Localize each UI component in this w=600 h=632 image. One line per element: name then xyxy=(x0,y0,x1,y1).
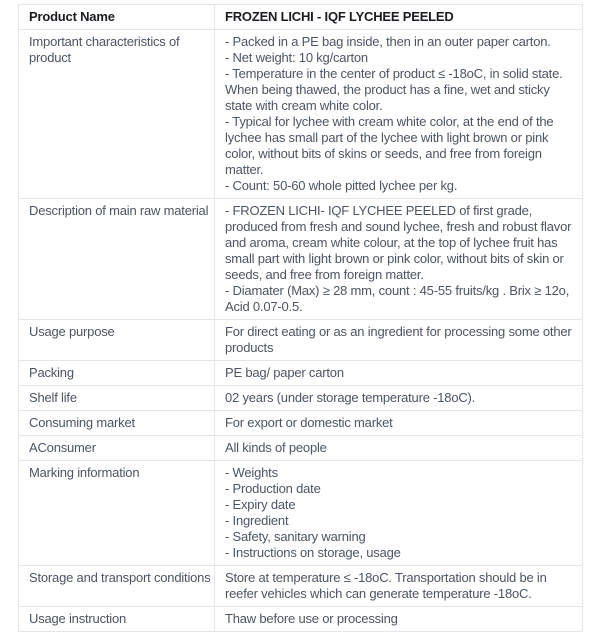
value-line: - Expiry date xyxy=(225,497,296,512)
value-line: For export or domestic market xyxy=(225,415,393,430)
value-line: Thaw before use or processing xyxy=(225,611,398,626)
row-label: Important characteristics of product xyxy=(19,30,215,199)
row-value xyxy=(215,411,583,436)
row-label: Consuming market xyxy=(19,411,215,436)
row-label: Shelf life xyxy=(19,386,215,411)
value-line: - Packed in a PE bag inside, then in an outer paper carton. xyxy=(225,34,551,49)
row-value xyxy=(215,361,583,386)
value-line: - Typical for lychee with cream white color, at the end of the lychee has small part of the lychee with light brown or pink color, without bits of skins or seeds, and free from foreign matter. xyxy=(225,114,554,177)
value-line: - Ingredient xyxy=(225,513,289,528)
value-line: - Temperature in the center of product ≤ -18oC, in solid state. When being thawed, the product has a fine, wet and sticky state with cream white color. xyxy=(225,66,563,113)
table-row-usage-purpose xyxy=(19,320,583,361)
row-label: AConsumer xyxy=(19,436,215,461)
row-label: Marking information xyxy=(19,461,215,566)
header-label: Product Name xyxy=(19,5,215,30)
value-line: 02 years (under storage temperature -18oC). xyxy=(225,390,476,405)
value-line: Store at temperature ≤ -18oC. Transportation should be in reefer vehicles which can generate temperature -18oC. xyxy=(225,570,547,601)
value-line: - FROZEN LICHI- IQF LYCHEE PEELED of first grade, produced from fresh and sound lychee, fresh and robust flavor and aroma, cream white colour, at the top of lychee fruit has small part with light brown or pink color, without bits of skin or seeds, and free from foreign matter. xyxy=(225,203,572,282)
value-line: PE bag/ paper carton xyxy=(225,365,344,380)
row-label: Usage instruction xyxy=(19,607,215,632)
value-line: - Net weight: 10 kg/carton xyxy=(225,50,368,65)
value-line: - Diamater (Max) ≥ 28 mm, count : 45-55 fruits/kg . Brix ≥ 12o, Acid 0.07-0.5. xyxy=(225,283,570,314)
row-label: Description of main raw material xyxy=(19,199,215,320)
row-value xyxy=(215,436,583,461)
row-value xyxy=(215,30,583,199)
row-label: Packing xyxy=(19,361,215,386)
value-line: All kinds of people xyxy=(225,440,327,455)
product-name-title: FROZEN LICHI - IQF LYCHEE PEELED xyxy=(215,5,583,30)
row-value xyxy=(215,566,583,607)
table-row-storage-transport xyxy=(19,566,583,607)
value-line: - Safety, sanitary warning xyxy=(225,529,366,544)
value-line: - Count: 50-60 whole pitted lychee per kg. xyxy=(225,178,458,193)
table-row-consumer xyxy=(19,436,583,461)
row-value xyxy=(215,199,583,320)
table-row-marking-information xyxy=(19,461,583,566)
value-line: - Weights xyxy=(225,465,278,480)
table-row-important-characteristics xyxy=(19,30,583,199)
value-line: For direct eating or as an ingredient for processing some other products xyxy=(225,324,572,355)
row-value xyxy=(215,386,583,411)
table-row-shelf-life xyxy=(19,386,583,411)
product-spec-table xyxy=(18,4,583,632)
value-line: - Instructions on storage, usage xyxy=(225,545,401,560)
row-label: Usage purpose xyxy=(19,320,215,361)
table-row-packing xyxy=(19,361,583,386)
value-line: - Production date xyxy=(225,481,321,496)
header-row xyxy=(19,5,583,30)
row-value xyxy=(215,461,583,566)
row-label: Storage and transport conditions xyxy=(19,566,215,607)
row-value xyxy=(215,320,583,361)
table-row-consuming-market xyxy=(19,411,583,436)
table-row-raw-material-description xyxy=(19,199,583,320)
table-row-usage-instruction xyxy=(19,607,583,632)
row-value xyxy=(215,607,583,632)
